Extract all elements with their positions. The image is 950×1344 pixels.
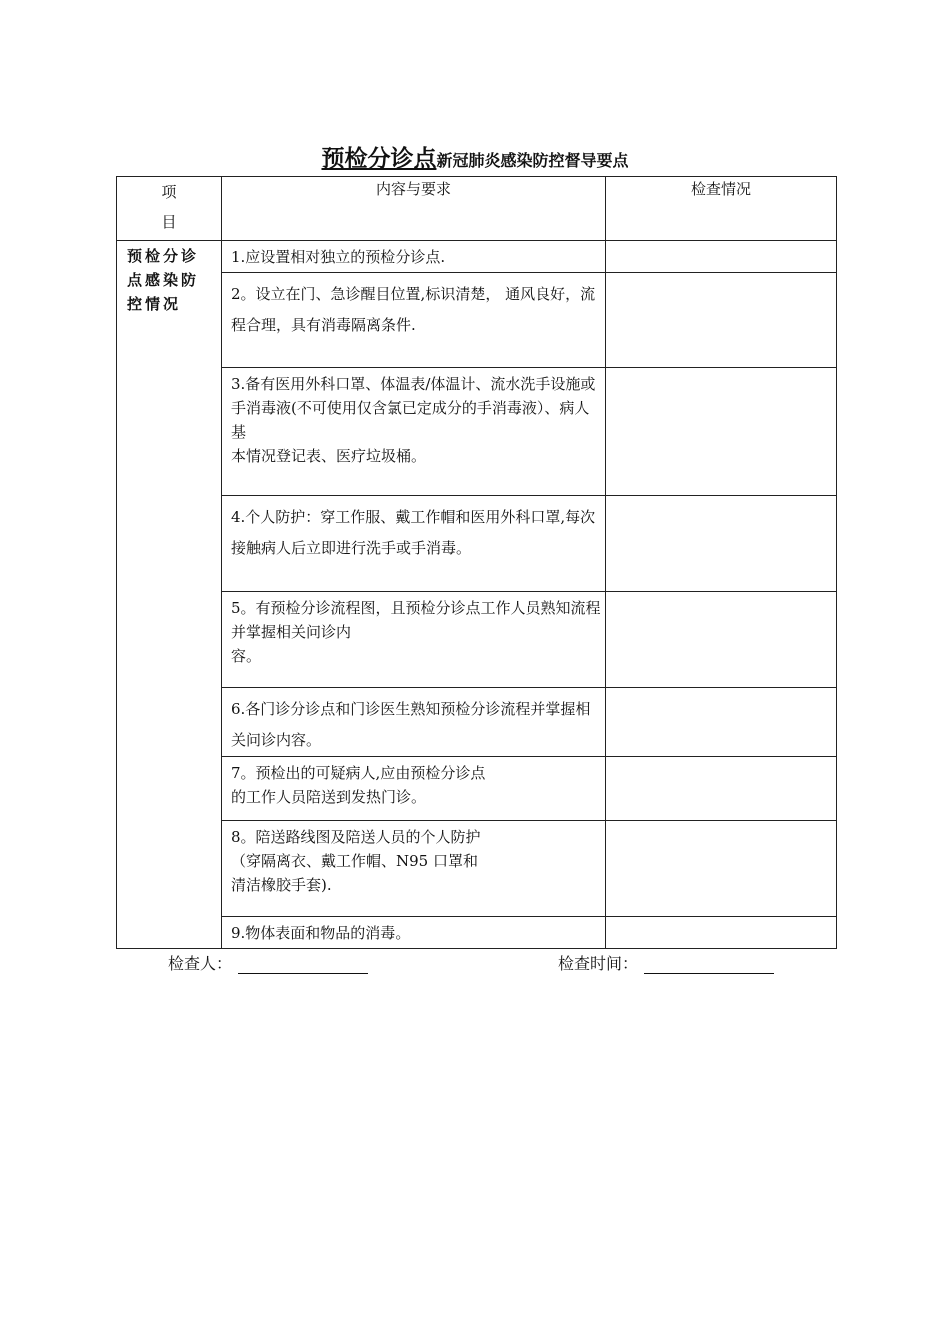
table-row — [117, 241, 837, 273]
inspector-signature — [168, 951, 368, 974]
document-title — [0, 140, 950, 173]
requirement-text: 3.备有医用外科口罩、体温表/体温计、流水洗手设施或手消毒液(不可使用仅含氯已定成分的手消毒液）、病人基 本情况登记表、医疗垃圾桶。 — [222, 368, 606, 496]
check-cell[interactable] — [606, 241, 837, 273]
check-cell[interactable] — [606, 688, 837, 757]
requirement-text: 5。有预检分诊流程图，且预检分诊点工作人员熟知流程并掌握相关问诊内 容。 — [222, 592, 606, 688]
check-cell[interactable] — [606, 821, 837, 917]
header-check: 检查情况 — [606, 177, 837, 241]
check-cell[interactable] — [606, 496, 837, 592]
inspection-time — [558, 951, 774, 974]
table-row — [117, 592, 837, 688]
check-cell[interactable] — [606, 917, 837, 949]
category-cell: 预检分诊点感染防控情况 — [117, 241, 222, 949]
table-row — [117, 368, 837, 496]
requirement-text: 4.个人防护：穿工作服、戴工作帽和医用外科口罩,每次接触病人后立即进行洗手或手消毒。 — [222, 496, 606, 592]
requirement-text: 6.各门诊分诊点和门诊医生熟知预检分诊流程并掌握相关问诊内容。 — [222, 688, 606, 757]
table-row — [117, 821, 837, 917]
requirement-text: 9.物体表面和物品的消毒。 — [222, 917, 606, 949]
table-row — [117, 917, 837, 949]
requirement-text: 8。陪送路线图及陪送人员的个人防护 （穿隔离衣、戴工作帽、N95 口罩和 清洁橡胶手套). — [222, 821, 606, 917]
check-cell[interactable] — [606, 757, 837, 821]
inspector-blank[interactable] — [238, 955, 368, 974]
requirement-text: 1.应设置相对独立的预检分诊点. — [222, 241, 606, 273]
inspection-table — [116, 176, 837, 949]
table-header-row — [117, 177, 837, 241]
inspector-label: 检查人： — [168, 954, 233, 973]
check-cell[interactable] — [606, 592, 837, 688]
check-cell[interactable] — [606, 368, 837, 496]
header-content: 内容与要求 — [222, 177, 606, 241]
check-cell[interactable] — [606, 273, 837, 368]
requirement-text: 7。预检出的可疑病人,应由预检分诊点 的工作人员陪送到发热门诊。 — [222, 757, 606, 821]
table-row — [117, 496, 837, 592]
title-sub: 新冠肺炎感染防控督导要点 — [436, 151, 629, 170]
title-main: 预检分诊点 — [321, 146, 437, 172]
table-row — [117, 273, 837, 368]
requirement-text: 2。设立在门、急诊醒目位置,标识清楚， 通风良好，流程合理，具有消毒隔离条件. — [222, 273, 606, 368]
header-item: 项 目 — [117, 177, 222, 241]
table-row — [117, 688, 837, 757]
time-blank[interactable] — [644, 955, 774, 974]
time-label: 检查时间： — [558, 954, 639, 973]
table-row — [117, 757, 837, 821]
